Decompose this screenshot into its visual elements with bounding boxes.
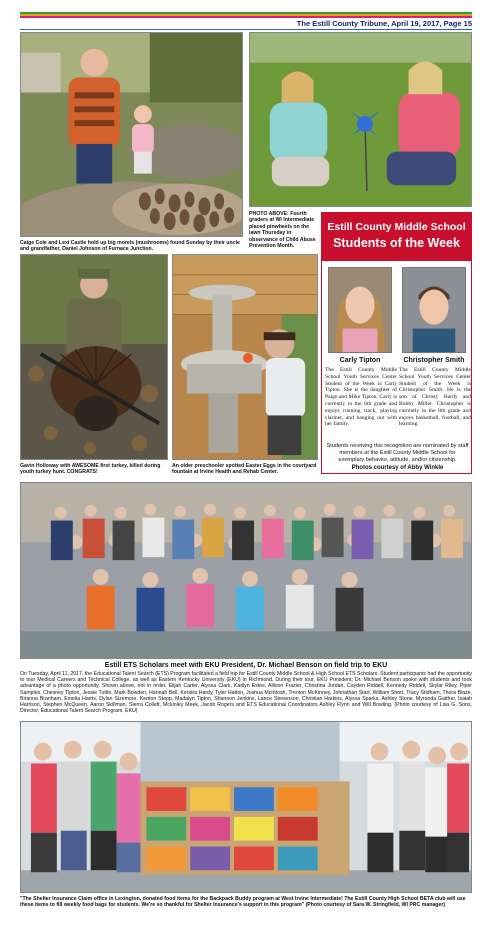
student1-bio: The Estill County Middle School Youth Services Center Student of the Week is Carly Tipton. She is the daughter of Paige and Mike Tipton. Carly is currently in the 6th grade and enjoys running track, playing clarinet, and hanging out with her family. <box>325 367 397 428</box>
photo-ets-group <box>20 482 472 659</box>
caption-shelter: "The Shelter Insurance Claim office in Lexington, donated food items for the Backpack Buddy program at West Irvine Intermediate! The Estill County High School BETA club will use these items to fill weekly food bags for students. We're so thankful for Shelter Insurance's support in this program" (Photo courtesy of Sara W. Stringfield, WI PRC manager) <box>20 896 466 909</box>
students-of-the-week-box <box>321 212 472 474</box>
photo-shelter-donation <box>20 721 472 893</box>
photo-easter-fountain <box>172 254 318 460</box>
photo-pinwheels <box>249 32 472 207</box>
sotw-heading-title: Students of the Week <box>333 236 460 250</box>
caption-morels: Caige Cole and Lexi Castle hold up big morels (mushrooms) found Sunday by their uncle and grandfather, Daniel Johnson of Furnace Junction. <box>20 240 240 253</box>
caption-turkey: Gavin Holloway with AWESOME first turkey, killed during youth turkey hunt. CONGRATS! <box>20 463 161 476</box>
portrait-carly-tipton <box>328 267 392 353</box>
student2-name: Christopher Smith <box>403 357 465 364</box>
caption-pinwheels: PHOTO ABOVE: Fourth graders at WI Intermediate placed pinwheels on the lawn Thursday in observance of Child Abuse Prevention Month. <box>249 211 316 250</box>
portrait-christopher-smith <box>402 267 466 353</box>
student1-name: Carly Tipton <box>339 357 381 364</box>
masthead <box>20 19 472 29</box>
students-of-the-week-header <box>322 213 471 261</box>
color-rule-blue <box>20 29 472 30</box>
masthead-title: The Estill County Tribune, April 19, 2017, Page 15 <box>296 19 472 28</box>
color-rule-magenta <box>20 16 472 18</box>
photo-turkey <box>20 254 168 460</box>
ets-story-body: On Tuesday, April 11, 2017, the Educational Talent Search (ETS) Program facilitated a field trip for Estill County Middle School & High School ETS Scholars. Student participants had the opportunity to tour Medical Careers and Technical College, as well as Eastern Kentucky University (EKU) in Richmond. During their tour, EKU President, Dr. Michael Benson spoke with students and took advantage of a photo opportunity. Shown above, not in order, Elijah Carter, Alyssa Clark, Kaitlyn Estes, Allison Frazier, Christina Jordan, Cayden Riddell, Kennedy Riddell, Skylar Riley, Piper Samples, Chesney Tipton, Jessie Tuttle, Mark Bowden, Hannah Bell, Kendra Hardy, Tyler Hatton, Joshua McIntosh, Trenton McKinney, Johnathan Starr, William Short, Tracy Stidham, Thora Blaze, Brianna Branham, Emelia Harris, Dylan Sizemore, Kenton Stepp, Madalyn Tipton, Shannon Jenkins, Lance Stevenson, Christian Harkins, Alyssa Sparks, Ashley Stone, Myranda Gaither, Isaiah Harrison, Stephen McQueen, Aaron Skillman, Sierra Collett, Mckinley Meek, Jacob Rogers and ETS Educational Coordinators Ashley Flynn and Will Bowling. (Photo courtesy of Lisa G. Sons, Director, Educational Talent Search Program, EKU) <box>20 671 472 715</box>
photo-morels <box>20 32 243 237</box>
sotw-heading-school: Estill County Middle School <box>327 221 466 233</box>
student2-bio: The Estill County Middle School Youth Services Center Student of the Week is Christopher Smith. He is the son of Christy Hardy and Bobby Miller. Christopher is currently in the 8th grade and enjoys basketball, football, and learning. <box>399 367 471 428</box>
sotw-footer-note: Students receiving this recognition are nominated by staff members at the Estill County Middle School for exemplary behavior, attitude, and/or citizenship. <box>326 443 469 463</box>
sotw-photo-credit: Photos courtesy of Abby Winkle <box>351 465 444 471</box>
caption-easter: An older preschooler spotted Easter Eggs in the courtyard fountain at Irvine Health and Rehab Center. <box>172 463 317 476</box>
ets-headline: Estill ETS Scholars meet with EKU President, Dr. Michael Benson on field trip to EKU <box>104 662 388 669</box>
